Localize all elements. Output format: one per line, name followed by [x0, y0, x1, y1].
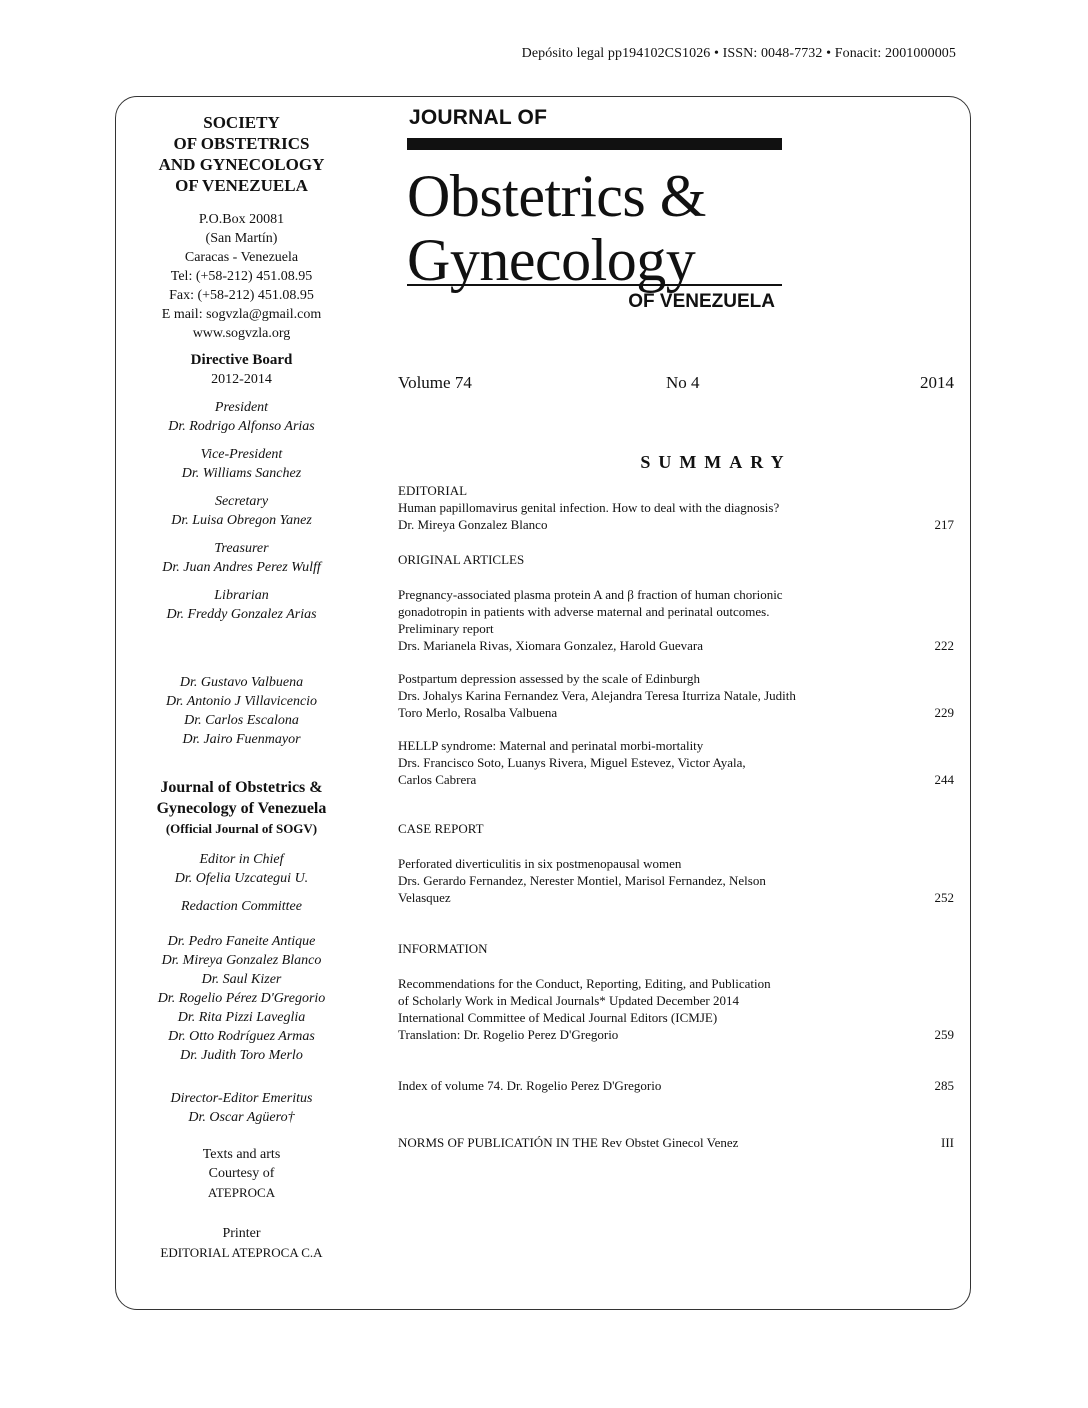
society-name: [120, 112, 363, 196]
toc-section-heading: CASE REPORT: [398, 821, 484, 836]
toc-entry-line: gonadotropin in patients with adverse maternal and perinatal outcomes.: [398, 604, 770, 619]
masthead-bar: [407, 138, 782, 150]
journal-title-line: Journal of Obstetrics &: [160, 779, 323, 796]
board-member: Dr. Antonio J Villavicencio: [165, 694, 318, 709]
address-line: P.O.Box 20081: [198, 212, 285, 227]
officer-role: Secretary: [214, 494, 269, 509]
toc-page-number: 217: [934, 517, 954, 532]
toc-entry-line: Postpartum depression assessed by the scale of Edinburgh: [398, 671, 700, 686]
committee-member: Dr. Mireya Gonzalez Blanco: [161, 953, 322, 968]
board-member: Dr. Gustavo Valbuena: [179, 675, 304, 690]
toc-page-number: 244: [934, 772, 954, 787]
board-members: [120, 673, 363, 749]
toc-page-number: III: [941, 1135, 954, 1150]
journal-title-line: Gynecology of Venezuela: [156, 800, 327, 817]
toc-page-number: 285: [934, 1078, 954, 1093]
fax-line: Fax: (+58-212) 451.08.95: [169, 288, 314, 303]
toc-entry-line: Pregnancy-associated plasma protein A and β fraction of human chorionic: [398, 587, 783, 602]
issue-year: 2014: [920, 373, 954, 392]
toc-entry-line: Toro Merlo, Rosalba Valbuena: [398, 705, 558, 720]
toc-entry-line: Index of volume 74. Dr. Rogelio Perez D'Gregorio: [398, 1078, 662, 1093]
toc-entry-line: Dr. Mireya Gonzalez Blanco: [398, 517, 548, 532]
printer-name: EDITORIAL ATEPROCA C.A: [160, 1245, 323, 1260]
website-link[interactable]: www.sogvzla.org: [192, 326, 291, 341]
officer-name: Dr. Rodrigo Alfonso Arias: [168, 419, 315, 434]
toc-entry-line: of Scholarly Work in Medical Journals* Updated December 2014: [398, 993, 739, 1008]
board-member: Dr. Carlos Escalona: [184, 713, 299, 728]
address-line: (San Martín): [205, 231, 278, 246]
toc-entry-line: Recommendations for the Conduct, Reporting, Editing, and Publication: [398, 976, 771, 991]
toc-entry-line: Drs. Marianela Rivas, Xiomara Gonzalez, Harold Guevara: [398, 638, 704, 653]
officer-role: Librarian: [214, 588, 269, 603]
toc-entry-line: Preliminary report: [398, 621, 494, 636]
address-line: Caracas - Venezuela: [184, 250, 299, 265]
journal-masthead: [407, 106, 787, 313]
committee-member: Dr. Rogelio Pérez D'Gregorio: [157, 991, 326, 1006]
toc-page-number: 229: [934, 705, 954, 720]
toc-page-number: 252: [934, 890, 954, 905]
emeritus-role: Director-Editor Emeritus: [170, 1091, 313, 1106]
printer-label: Printer: [222, 1226, 261, 1241]
toc-entry-line: Perforated diverticulitis in six postmenopausal women: [398, 856, 682, 871]
society-line: SOCIETY: [203, 113, 280, 132]
society-line: OF OBSTETRICS: [173, 134, 310, 153]
toc-entry-line: International Committee of Medical Journal Editors (ICMJE): [398, 1010, 718, 1025]
toc-entry[interactable]: [398, 975, 954, 1043]
masthead-title-line1: Obstetrics &: [407, 163, 706, 229]
toc-entry-line: Drs. Francisco Soto, Luanys Rivera, Miguel Estevez, Victor Ayala,: [398, 755, 746, 770]
toc-entry-line: NORMS OF PUBLICATIÓN IN THE Rev Obstet Ginecol Venez: [398, 1135, 739, 1150]
toc-entry[interactable]: [398, 1134, 954, 1151]
credit-line: Texts and arts: [202, 1147, 281, 1162]
officer-name: Dr. Williams Sanchez: [181, 466, 302, 481]
journal-title: [120, 777, 363, 819]
toc-entry-line: HELLP syndrome: Maternal and perinatal morbi-mortality: [398, 738, 704, 753]
officer-role: Treasurer: [214, 541, 269, 556]
redaction-committee-title: Redaction Committee: [181, 899, 302, 914]
toc-entry[interactable]: [398, 855, 954, 906]
toc-entry[interactable]: [398, 1077, 954, 1094]
toc-page-number: 222: [934, 638, 954, 653]
editor-block: [120, 850, 363, 916]
legal-deposit-line: Depósito legal pp194102CS1026 • ISSN: 0048-7732 • Fonacit: 2001000005: [521, 46, 956, 61]
credit-line: ATEPROCA: [207, 1185, 276, 1200]
masthead-top: JOURNAL OF: [409, 106, 548, 129]
editor-name: Dr. Ofelia Uzcategui U.: [174, 871, 309, 886]
masthead-title-line2: Gynecology: [407, 227, 696, 293]
directive-board-period: 2012-2014: [211, 372, 272, 387]
toc-entry[interactable]: [398, 499, 954, 533]
toc-entry-line: Translation: Dr. Rogelio Perez D'Gregorio: [398, 1027, 619, 1042]
society-line: AND GYNECOLOGY: [158, 155, 325, 174]
redaction-committee: [120, 932, 363, 1065]
society-line: OF VENEZUELA: [175, 176, 308, 195]
journal-subtitle: (Official Journal of SOGV): [165, 821, 318, 836]
committee-member: Dr. Pedro Faneite Antique: [167, 934, 316, 949]
toc-entry-line: Drs. Gerardo Fernandez, Nerester Montiel, Marisol Fernandez, Nelson: [398, 873, 766, 888]
officer-role: President: [214, 400, 269, 415]
toc-entry[interactable]: [398, 670, 954, 721]
toc-entry-line: Carlos Cabrera: [398, 772, 477, 787]
committee-member: Dr. Judith Toro Merlo: [180, 1048, 303, 1063]
emeritus-block: [120, 1089, 363, 1127]
toc-entry[interactable]: [398, 737, 954, 788]
directive-board-title: Directive Board: [190, 352, 293, 368]
committee-member: Dr. Otto Rodríguez Armas: [168, 1029, 315, 1044]
officer-name: Dr. Freddy Gonzalez Arias: [166, 607, 317, 622]
emeritus-name: Dr. Oscar Agüero†: [188, 1110, 295, 1125]
committee-member: Dr. Saul Kizer: [201, 972, 282, 987]
board-member: Dr. Jairo Fuenmayor: [182, 732, 301, 747]
sidebar: [120, 112, 363, 1262]
officer-role: Vice-President: [200, 447, 283, 462]
table-of-contents: [398, 482, 954, 1151]
editor-role: Editor in Chief: [199, 852, 284, 867]
toc-section-heading: EDITORIAL: [398, 483, 468, 498]
email-line: E mail: sogvzla@gmail.com: [161, 307, 322, 322]
summary-title: SUMMARY: [640, 452, 792, 472]
toc-section-heading: ORIGINAL ARTICLES: [398, 552, 525, 567]
officer-name: Dr. Juan Andres Perez Wulff: [162, 560, 321, 575]
issue-number: No 4: [666, 373, 700, 392]
toc-entry-line: Drs. Johalys Karina Fernandez Vera, Alejandra Teresa Iturriza Natale, Judith: [398, 688, 796, 703]
phone-line: Tel: (+58-212) 451.08.95: [170, 269, 313, 284]
toc-page-number: 259: [934, 1027, 954, 1042]
issue-volume: Volume 74: [398, 373, 472, 392]
toc-entry-line: Velasquez: [398, 890, 451, 905]
officers-list: [120, 398, 363, 624]
credit-line: Courtesy of: [208, 1166, 275, 1181]
printer-credit: [120, 1224, 363, 1262]
masthead-bottom: OF VENEZUELA: [628, 291, 775, 312]
officer-name: Dr. Luisa Obregon Yanez: [171, 513, 312, 528]
society-address: [120, 210, 363, 343]
committee-member: Dr. Rita Pizzi Laveglia: [177, 1010, 306, 1025]
toc-entry[interactable]: [398, 586, 954, 654]
toc-entry-line: Human papillomavirus genital infection. How to deal with the diagnosis?: [398, 500, 780, 515]
texts-credit: [120, 1145, 363, 1202]
toc-section-heading: INFORMATION: [398, 941, 488, 956]
